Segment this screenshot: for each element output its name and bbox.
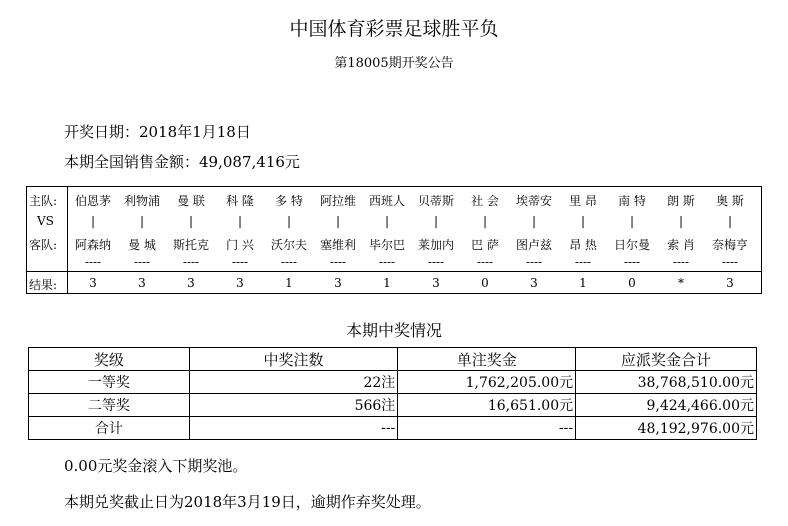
vs-label: VS bbox=[37, 214, 54, 228]
vs-divider: | bbox=[286, 214, 292, 228]
home-team: 利物浦 bbox=[123, 194, 160, 208]
match-result: 1 bbox=[285, 276, 293, 290]
prize-table bbox=[28, 347, 757, 440]
prize-level: 二等奖 bbox=[29, 394, 190, 417]
vs-divider: | bbox=[139, 214, 145, 228]
away-team: 斯托克 bbox=[172, 238, 209, 252]
home-team: 埃蒂安 bbox=[515, 194, 552, 208]
away-team: 图卢兹 bbox=[515, 238, 552, 252]
home-team: 科 隆 bbox=[226, 194, 254, 208]
prize-single: 16,651.00元 bbox=[398, 394, 576, 417]
dash-line: ---- bbox=[427, 255, 445, 269]
prize-count: --- bbox=[189, 417, 398, 440]
match-column bbox=[412, 187, 460, 293]
header-count: 中奖注数 bbox=[189, 348, 398, 371]
sales-line bbox=[64, 151, 300, 172]
dash-line: ---- bbox=[721, 255, 739, 269]
away-team: 巴 萨 bbox=[471, 238, 499, 252]
home-team: 社 会 bbox=[471, 194, 499, 208]
away-team: 毕尔巴 bbox=[368, 238, 405, 252]
home-team: 阿拉维 bbox=[319, 194, 356, 208]
match-result: 3 bbox=[138, 276, 146, 290]
table-row bbox=[29, 371, 757, 394]
vs-divider: | bbox=[335, 214, 341, 228]
away-label: 客队: bbox=[29, 238, 58, 252]
home-team: 奥 斯 bbox=[716, 194, 744, 208]
match-result: 3 bbox=[187, 276, 195, 290]
vs-divider: | bbox=[482, 214, 488, 228]
match-column bbox=[265, 187, 313, 293]
sales-value: 49,087,416元 bbox=[199, 153, 300, 171]
home-team: 朗 斯 bbox=[667, 194, 695, 208]
prize-level: 一等奖 bbox=[29, 371, 190, 394]
vs-divider: | bbox=[678, 214, 684, 228]
dash-line: ---- bbox=[182, 255, 200, 269]
match-column bbox=[363, 187, 411, 293]
match-result: 1 bbox=[383, 276, 391, 290]
dash-line: ---- bbox=[133, 255, 151, 269]
vs-divider: | bbox=[90, 214, 96, 228]
home-team: 多 特 bbox=[275, 194, 303, 208]
match-column bbox=[559, 187, 607, 293]
prize-header-row bbox=[29, 348, 757, 371]
match-result: 3 bbox=[89, 276, 97, 290]
rollover-note: 0.00元奖金滚入下期奖池。 bbox=[64, 457, 248, 475]
away-team: 塞维利 bbox=[319, 238, 356, 252]
header-total: 应派奖金合计 bbox=[576, 348, 757, 371]
home-team: 曼 联 bbox=[177, 194, 205, 208]
dash-line: ---- bbox=[574, 255, 592, 269]
table-row bbox=[29, 417, 757, 440]
prize-section-title: 本期中奖情况 bbox=[345, 321, 442, 340]
match-column bbox=[118, 187, 166, 293]
match-result: 3 bbox=[726, 276, 734, 290]
prize-level: 合计 bbox=[29, 417, 190, 440]
match-result: 1 bbox=[579, 276, 587, 290]
dash-line: ---- bbox=[476, 255, 494, 269]
prize-total: 38,768,510.00元 bbox=[576, 371, 757, 394]
vs-divider: | bbox=[727, 214, 733, 228]
away-team: 沃尔夫 bbox=[270, 238, 307, 252]
dash-line: ---- bbox=[280, 255, 298, 269]
draw-date-line bbox=[64, 121, 251, 142]
vs-divider: | bbox=[188, 214, 194, 228]
prize-total: 9,424,466.00元 bbox=[576, 394, 757, 417]
match-result: 0 bbox=[481, 276, 489, 290]
page-title: 中国体育彩票足球胜平负 bbox=[289, 18, 499, 40]
match-result: 3 bbox=[334, 276, 342, 290]
vs-divider: | bbox=[629, 214, 635, 228]
match-result: * bbox=[678, 276, 684, 290]
away-team: 索 肖 bbox=[667, 238, 695, 252]
vs-divider: | bbox=[580, 214, 586, 228]
dash-line: ---- bbox=[623, 255, 641, 269]
header-level: 奖级 bbox=[29, 348, 190, 371]
match-result: 3 bbox=[530, 276, 538, 290]
dash-line: ---- bbox=[525, 255, 543, 269]
dash-line: ---- bbox=[378, 255, 396, 269]
dash-line: ---- bbox=[84, 255, 102, 269]
home-team: 伯恩茅 bbox=[74, 194, 111, 208]
match-column bbox=[608, 187, 656, 293]
away-team: 曼 城 bbox=[128, 238, 156, 252]
match-result: 0 bbox=[628, 276, 636, 290]
away-team: 莱加内 bbox=[417, 238, 454, 252]
dash-line: ---- bbox=[672, 255, 690, 269]
table-row bbox=[29, 394, 757, 417]
match-column bbox=[216, 187, 264, 293]
away-team: 奈梅亨 bbox=[711, 238, 748, 252]
sales-label: 本期全国销售金额： bbox=[64, 153, 200, 171]
match-label-column bbox=[27, 187, 68, 293]
vs-divider: | bbox=[237, 214, 243, 228]
prize-count: 566注 bbox=[189, 394, 398, 417]
match-column bbox=[461, 187, 509, 293]
match-column bbox=[706, 187, 754, 293]
match-result: 3 bbox=[432, 276, 440, 290]
away-team: 昂 热 bbox=[569, 238, 597, 252]
home-team: 南 特 bbox=[618, 194, 646, 208]
match-column bbox=[657, 187, 705, 293]
match-column bbox=[69, 187, 117, 293]
result-label: 结果: bbox=[29, 278, 58, 292]
match-column bbox=[167, 187, 215, 293]
prize-count: 22注 bbox=[189, 371, 398, 394]
dash-line: ---- bbox=[329, 255, 347, 269]
match-column bbox=[314, 187, 362, 293]
vs-divider: | bbox=[433, 214, 439, 228]
prize-total: 48,192,976.00元 bbox=[576, 417, 757, 440]
deadline-note: 本期兑奖截止日为2018年3月19日，逾期作弃奖处理。 bbox=[64, 493, 431, 511]
home-team: 贝蒂斯 bbox=[417, 194, 454, 208]
page-subtitle: 第18005期开奖公告 bbox=[334, 56, 454, 71]
away-team: 日尔曼 bbox=[613, 238, 650, 252]
away-team: 门 兴 bbox=[226, 238, 254, 252]
prize-single: --- bbox=[398, 417, 576, 440]
draw-date-label: 开奖日期： bbox=[64, 123, 140, 141]
home-team: 西班人 bbox=[368, 194, 405, 208]
draw-date-value: 2018年1月18日 bbox=[139, 123, 251, 141]
header-single: 单注奖金 bbox=[398, 348, 576, 371]
vs-divider: | bbox=[384, 214, 390, 228]
home-label: 主队: bbox=[29, 194, 58, 208]
home-team: 里 昂 bbox=[569, 194, 597, 208]
dash-line: ---- bbox=[231, 255, 249, 269]
vs-divider: | bbox=[531, 214, 537, 228]
match-table bbox=[26, 186, 762, 294]
match-result: 3 bbox=[236, 276, 244, 290]
prize-single: 1,762,205.00元 bbox=[398, 371, 576, 394]
match-column bbox=[510, 187, 558, 293]
away-team: 阿森纳 bbox=[74, 238, 111, 252]
